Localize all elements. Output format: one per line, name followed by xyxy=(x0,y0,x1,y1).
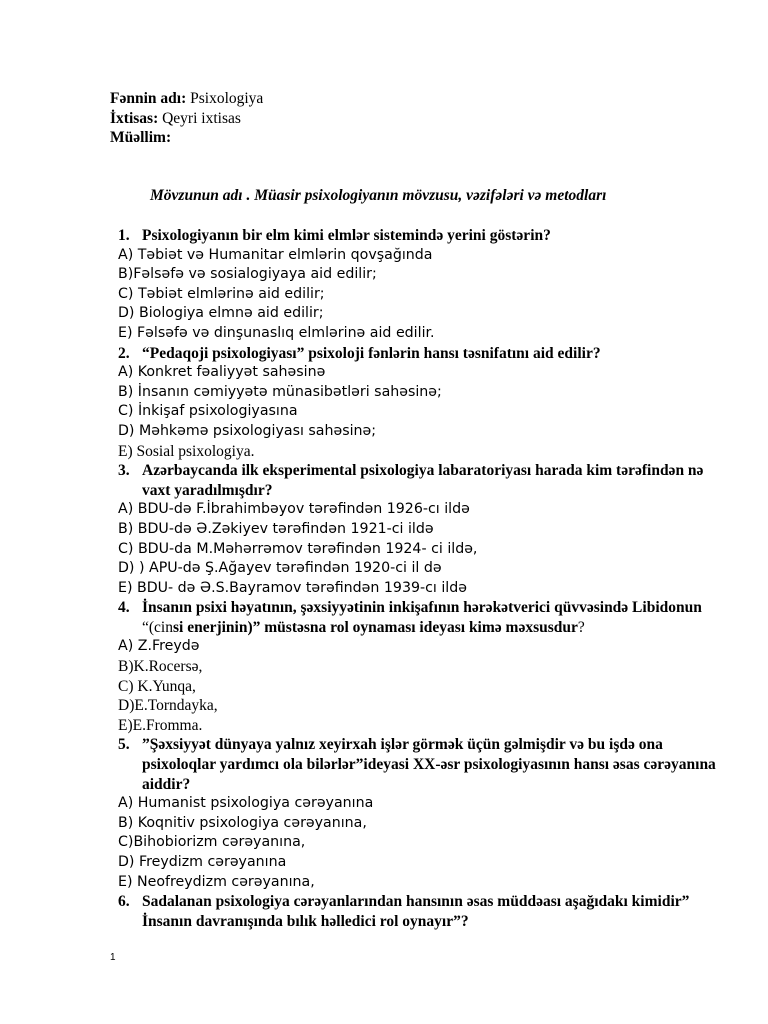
question-text-part-a: İnsanın psixi həyatının, şəxsiyyətinin inkişafının hərəkətverici qüvvəsində Libidonun xyxy=(142,599,702,617)
answer-5e: E) Neofreydizm cərəyanına, xyxy=(118,873,315,890)
question-number: 6. xyxy=(118,893,130,911)
question-number: 4. xyxy=(118,599,130,617)
teacher-row xyxy=(110,128,263,148)
answer-5a: A) Humanist psixologiya cərəyanına xyxy=(118,795,374,812)
subject-label: Fənnin adı: xyxy=(110,90,187,107)
subject-value: Psixologiya xyxy=(190,90,264,107)
question-text: Azərbaycanda ilk eksperimental psixologiya labaratoriyası harada kim tərəfindən nə vaxt yaradılmışdır? xyxy=(142,462,704,499)
answer-3e: E) BDU- də Ə.S.Bayramov tərəfindən 1939-cı ildə xyxy=(118,579,467,596)
question-2 xyxy=(118,344,718,364)
question-text: “Pedaqoji psixologiyası” psixoloji fənlərin hansı təsnifatını aid edilir? xyxy=(142,344,601,362)
answer-1b: B)Fəlsəfə və sosialogiyaya aid edilir; xyxy=(118,266,377,283)
answer-2c: C) İnkişaf psixologiyasına xyxy=(118,403,298,420)
topic-title: Mövzunun adı . Müasir psixologiyanın mövzusu, vəzifələri və metodları xyxy=(150,187,607,204)
subject-row xyxy=(110,89,263,109)
question-number: 1. xyxy=(118,227,130,244)
answer-1d: D) Biologiya elmnə aid edilir; xyxy=(118,305,324,322)
answer-2d: D) Məhkəmə psixologiyası sahəsinə; xyxy=(118,422,377,439)
answer-4c: C) K.Yunqa, xyxy=(118,677,196,695)
document-header xyxy=(110,89,263,148)
answer-4e: E)E.Fromma. xyxy=(118,716,203,734)
answer-3d: D) ) APU-də Ş.Ağayev tərəfindən 1920-ci il də xyxy=(118,560,442,577)
question-3 xyxy=(118,461,718,500)
specialty-label: İxtisas: xyxy=(110,109,159,127)
question-text: ”Şəxsiyyət dünyaya yalnız xeyirxah işlər görmək üçün gəlmişdir və bu işdə ona psixoloqlar yardımcı ola bilərlər”ideyasi XX-əsr psixologiyasının hansı əsas cərəyanına aiddir? xyxy=(142,736,716,793)
teacher-label: Müəllim: xyxy=(110,129,172,146)
answer-2e: E) Sosial psixologiya. xyxy=(118,442,255,460)
question-text: Psixologiyanın bir elm kimi elmlər sistemində yerini göstərin? xyxy=(142,227,551,244)
question-text: Sadalanan psixologiya cərəyanlarından hansının əsas müddəası aşağıdakı kimidir” İnsanın davranışında bılık həlledici rol oynayır”? xyxy=(142,893,690,930)
answer-4a: A) Z.Freydə xyxy=(118,638,200,655)
specialty-row xyxy=(110,109,263,129)
specialty-value: Qeyri ixtisas xyxy=(162,109,241,127)
question-text-part-d: ? xyxy=(577,618,585,636)
answer-4d: D)E.Torndayka, xyxy=(118,697,218,715)
answer-3b: B) BDU-də Ə.Zəkiyev tərəfindən 1921-ci ildə xyxy=(118,520,434,537)
question-4 xyxy=(118,598,718,637)
answer-5b: B) Koqnitiv psixologiya cərəyanına, xyxy=(118,814,367,831)
question-5 xyxy=(118,735,718,794)
answer-1a: A) Təbiət və Humanitar elmlərin qovşağında xyxy=(118,246,433,263)
answer-3a: A) BDU-də F.İbrahimbəyov tərəfindən 1926-cı ildə xyxy=(118,501,470,518)
answer-5c: C)Bihobiorizm cərəyanına, xyxy=(118,834,306,851)
page-number: 1 xyxy=(110,952,116,963)
answer-5d: D) Freydizm cərəyanına xyxy=(118,854,287,870)
answer-3c: C) BDU-da M.Məhərrəmov tərəfindən 1924- ci ildə, xyxy=(118,540,478,557)
question-text-part-c: si enerjinin)” müstəsna rol oynaması ideyası kimə məxsusdur xyxy=(172,618,578,636)
question-number: 3. xyxy=(118,462,130,480)
answer-4b: B)K.Rocersə, xyxy=(118,658,203,676)
question-number: 5. xyxy=(118,736,130,754)
answer-2b: B) İnsanın cəmiyyətə münasibətləri sahəsinə; xyxy=(118,383,442,400)
question-6 xyxy=(118,892,718,931)
question-text-part-b: “(cin xyxy=(142,618,173,636)
question-list xyxy=(118,226,718,931)
question-1 xyxy=(118,226,718,246)
answer-1c: C) Təbiət elmlərinə aid edilir; xyxy=(118,285,325,302)
answer-2a: A) Konkret fəaliyyət sahəsinə xyxy=(118,364,326,381)
answer-1e: E) Fəlsəfə və dinşunaslıq elmlərinə aid edilir. xyxy=(118,324,435,341)
question-number: 2. xyxy=(118,344,130,362)
